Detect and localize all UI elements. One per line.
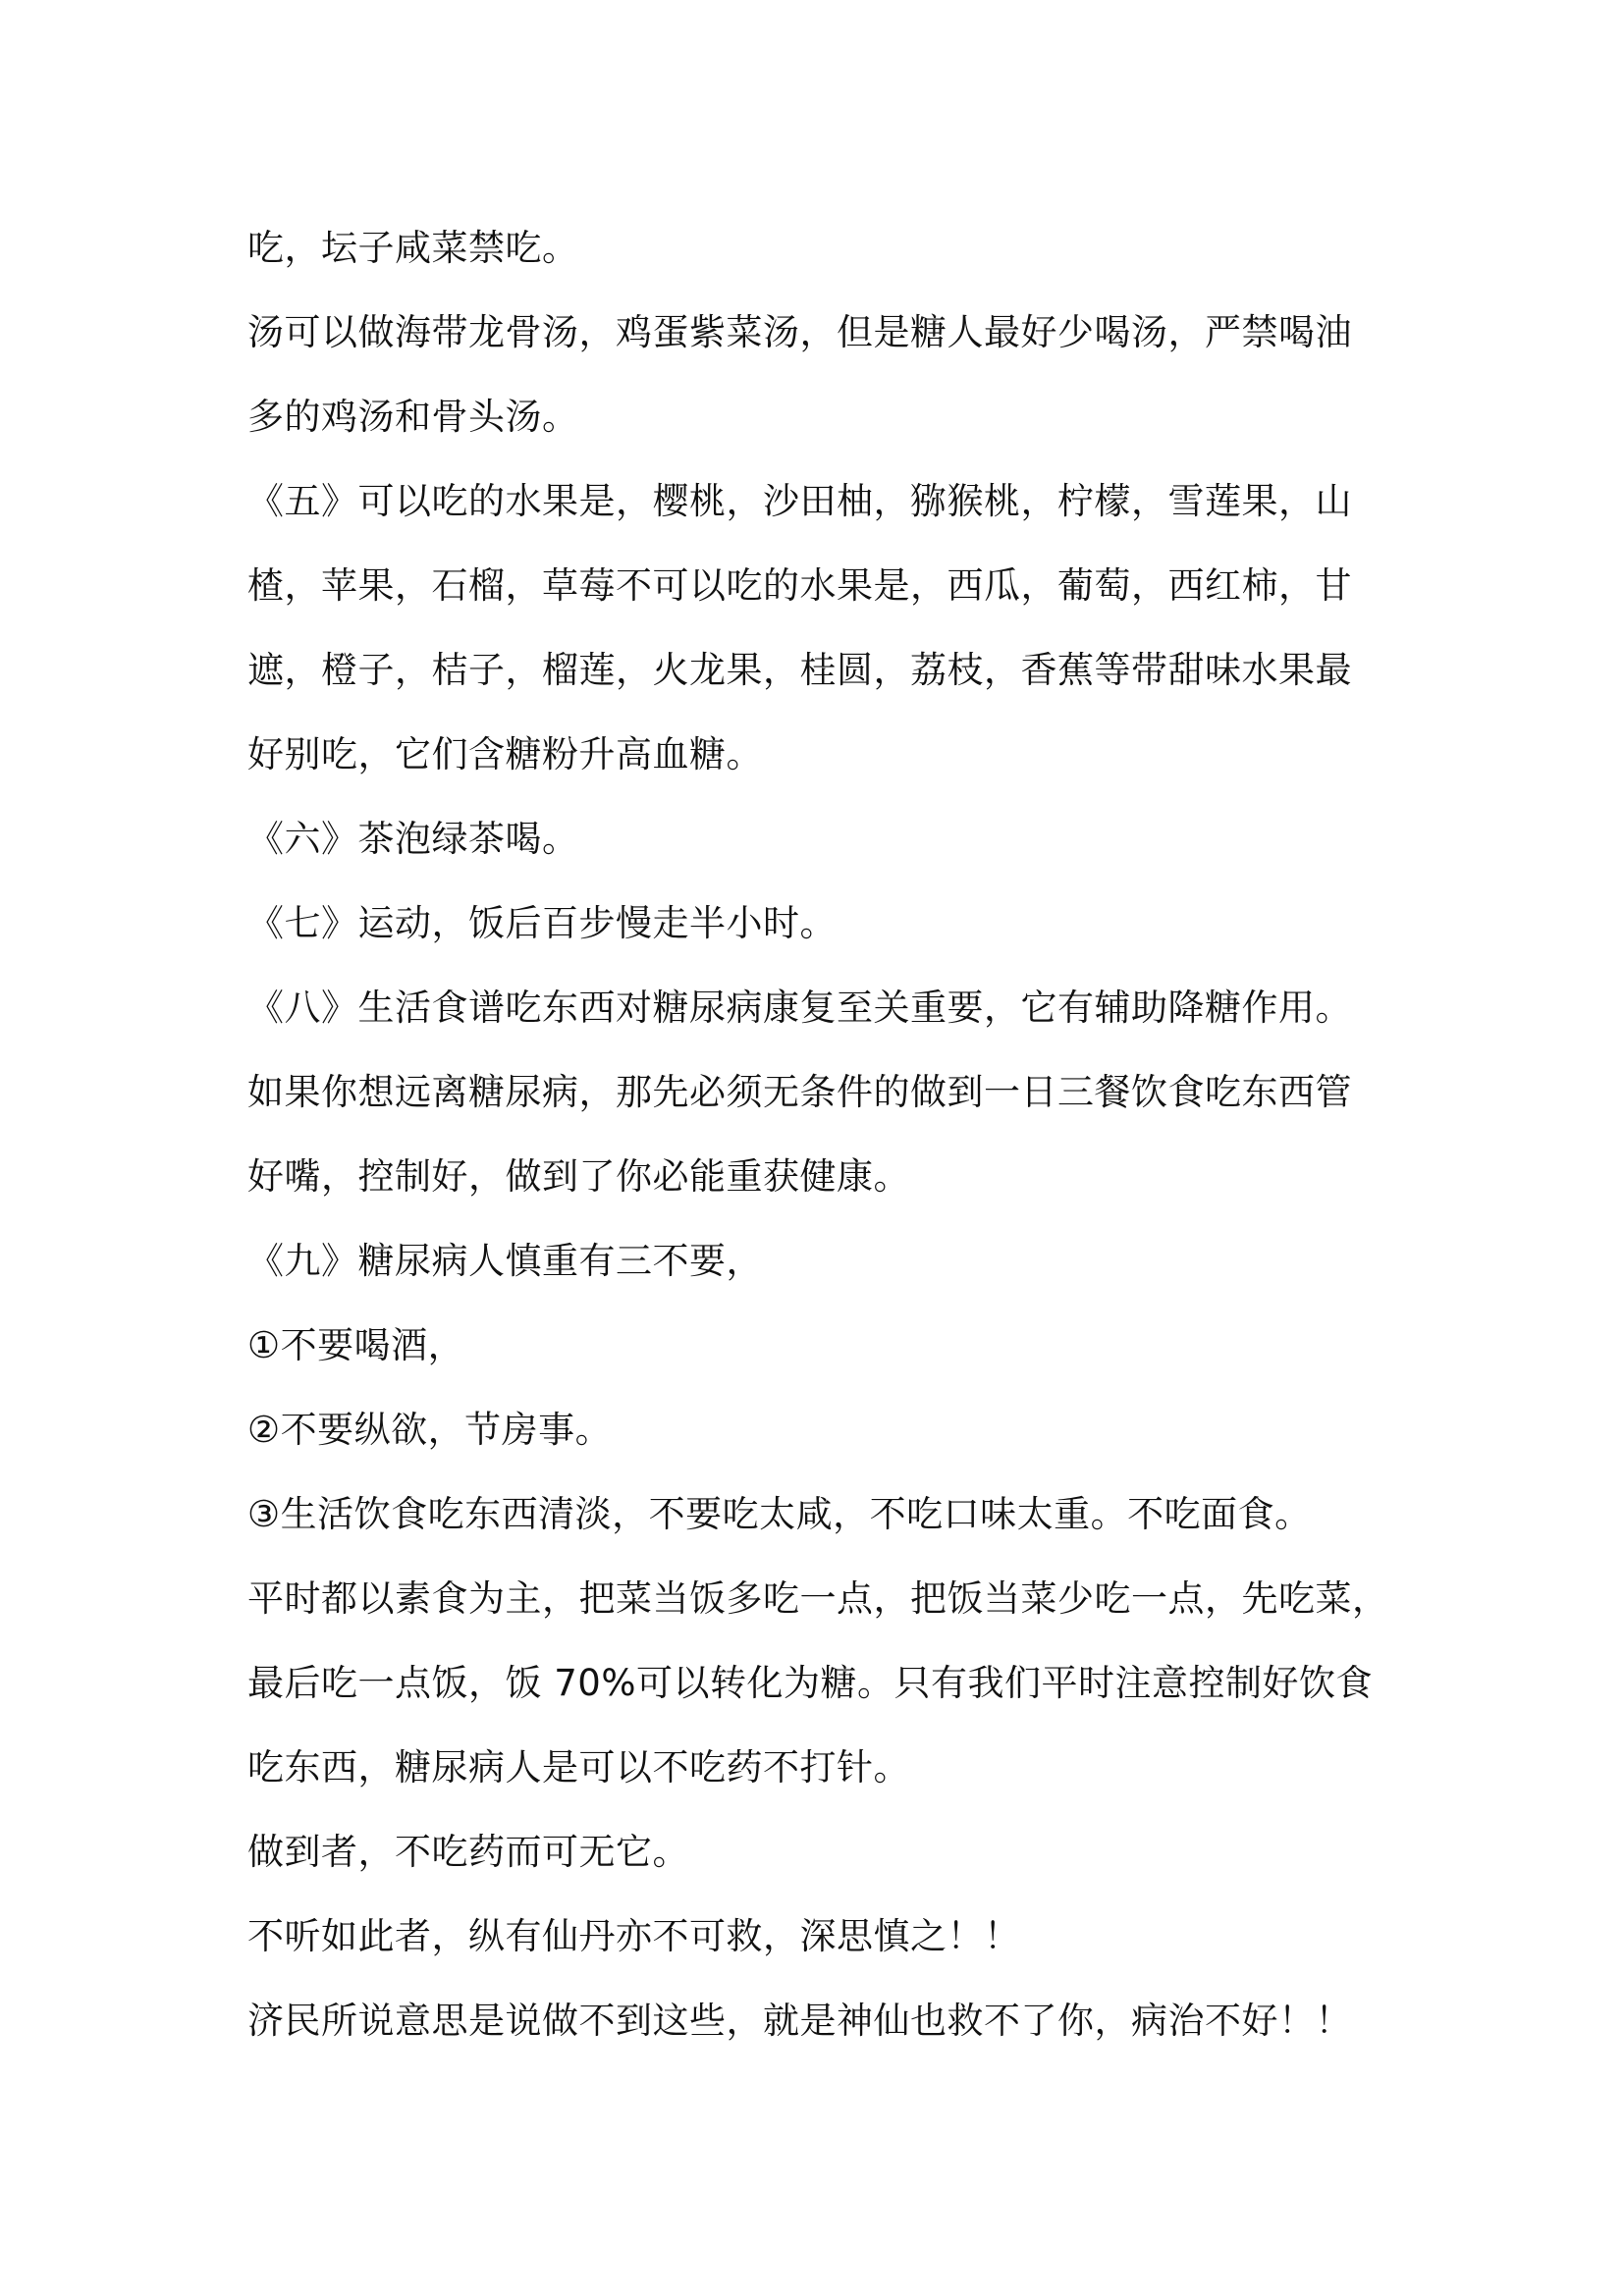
- text-line: 吃，坛子咸菜禁吃。: [247, 227, 579, 269]
- text-line: 好嘴，控制好，做到了你必能重获健康。: [247, 1155, 910, 1198]
- text-line: 如果你想远离糖尿病，那先必须无条件的做到一日三餐饮食吃东西管: [247, 1071, 1352, 1113]
- text-line: 楂，苹果，石榴，草莓不可以吃的水果是，西瓜，葡萄，西红柿，甘: [247, 564, 1352, 607]
- text-line: ③生活饮食吃东西清淡，不要吃太咸，不吃口味太重。不吃面食。: [247, 1493, 1312, 1535]
- text-line: 《六》茶泡绿茶喝。: [247, 818, 579, 860]
- document-body: [247, 206, 1389, 2063]
- text-line: 多的鸡汤和骨头汤。: [247, 396, 579, 438]
- text-line: 不听如此者，纵有仙丹亦不可救，深思慎之！！: [247, 1915, 1021, 1957]
- text-line: 汤可以做海带龙骨汤，鸡蛋紫菜汤，但是糖人最好少喝汤，严禁喝油: [247, 311, 1352, 353]
- text-line: 最后吃一点饭，饭 70%可以转化为糖。只有我们平时注意控制好饮食: [247, 1662, 1373, 1704]
- text-line: 《七》运动，饭后百步慢走半小时。: [247, 902, 837, 944]
- text-line: ①不要喝酒，: [247, 1324, 465, 1366]
- text-line: 吃东西，糖尿病人是可以不吃药不打针。: [247, 1746, 910, 1789]
- text-line: 《八》生活食谱吃东西对糖尿病康复至关重要，它有辅助降糖作用。: [247, 987, 1352, 1029]
- text-line: 平时都以素食为主，把菜当饭多吃一点，把饭当菜少吃一点，先吃菜，: [247, 1577, 1389, 1620]
- text-line: 好别吃，它们含糖粉升高血糖。: [247, 733, 763, 775]
- text-line: 《五》可以吃的水果是，樱桃，沙田柚，猕猴桃，柠檬，雪莲果，山: [247, 480, 1352, 522]
- text-line: 遮，橙子，桔子，榴莲，火龙果，桂圆，荔枝，香蕉等带甜味水果最: [247, 649, 1352, 691]
- text-line: ②不要纵欲，节房事。: [247, 1409, 613, 1451]
- text-line: 做到者，不吃药而可无它。: [247, 1831, 689, 1873]
- text-line: 济民所说意思是说做不到这些，就是神仙也救不了你，病治不好！！: [247, 2000, 1352, 2042]
- text-line: 《九》糖尿病人慎重有三不要，: [247, 1240, 763, 1282]
